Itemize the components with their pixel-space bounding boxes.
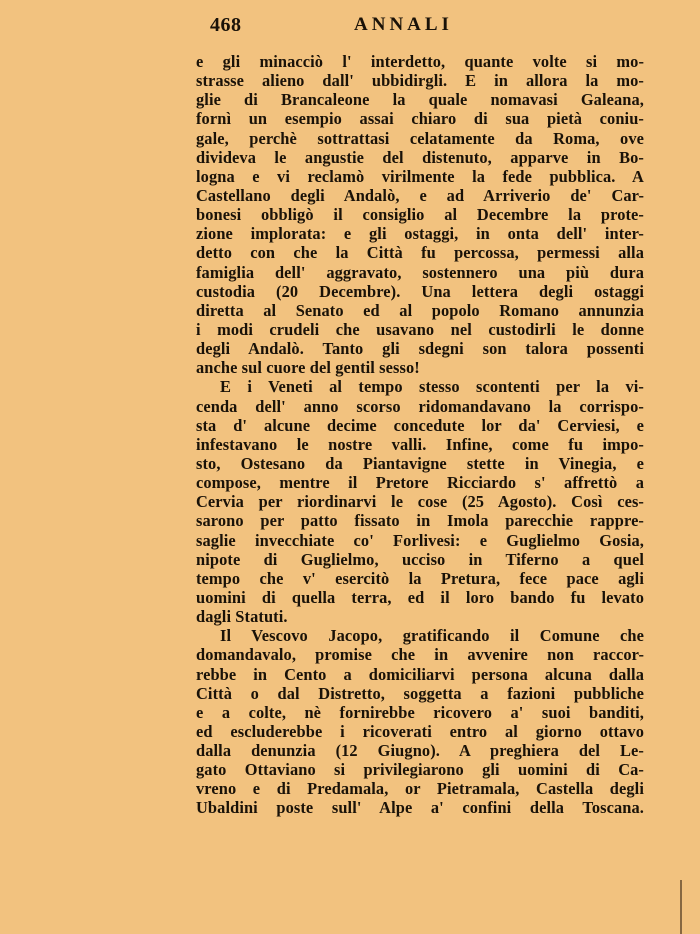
text-line: ed escluderebbe i ricoverati entro al giorno ottavo xyxy=(196,721,644,741)
text-line: divideva le angustie del distenuto, apparve in Bo- xyxy=(196,147,644,167)
text-line: Ubaldini poste sull' Alpe a' confini della Toscana. xyxy=(196,798,644,818)
text-line: bonesi obbligò il consiglio al Decembre la prote- xyxy=(196,205,644,225)
text-line: famiglia dell' aggravato, sostennero una più dura xyxy=(196,262,644,282)
text-line: domandavalo, promise che in avvenire non raccor- xyxy=(196,645,644,665)
text-line: strasse alieno dall' ubbidirgli. E in allora la mo- xyxy=(196,71,644,91)
text-line: gale, perchè sottrattasi celatamente da Roma, ove xyxy=(196,128,644,148)
text-line: compose, mentre il Pretore Ricciardo s' affrettò a xyxy=(196,473,644,493)
text-line: i modi crudeli che usavano nel custodirli le donne xyxy=(196,319,644,339)
text-line: zione implorata: e gli ostaggi, in onta dell' inter- xyxy=(196,224,644,244)
text-line: uomini di quella terra, ed il loro bando fu levato xyxy=(196,587,644,607)
page-number: 468 xyxy=(210,14,242,36)
text-line: e a colte, nè fornirebbe ricovero a' suoi banditi, xyxy=(196,702,644,722)
text-line: glie di Brancaleone la quale nomavasi Galeana, xyxy=(196,90,644,110)
text-line: infestavano le nostre valli. Infine, come fu impo- xyxy=(196,434,644,454)
text-line: rebbe in Cento a domiciliarvi persona alcuna dalla xyxy=(196,664,644,684)
text-line: sarono per patto fissato in Imola parecchie rappre- xyxy=(196,511,644,531)
text-line: cenda dell' anno scorso ridomandavano la corrispo- xyxy=(196,396,644,416)
running-head: ANNALI xyxy=(354,14,453,35)
text-line: saglie invecchiate co' Forlivesi: e Guglielmo Gosia, xyxy=(196,530,644,550)
text-line: sto, Ostesano da Piantavigne stette in Vinegia, e xyxy=(196,453,644,473)
text-line: detto con che la Città fu percossa, permessi alla xyxy=(196,243,644,263)
text-line: dagli Statuti. xyxy=(196,607,288,627)
text-line: dalla denunzia (12 Giugno). A preghiera del Le- xyxy=(196,741,644,761)
text-line: anche sul cuore del gentil sesso! xyxy=(196,358,420,378)
text-line: Cervia per riordinarvi le cose (25 Agosto). Così ces- xyxy=(196,492,644,512)
text-line: fornì un esempio assai chiaro di sua pietà coniu- xyxy=(196,109,644,129)
text-line: logna e vi reclamò virilmente la fede pubblica. A xyxy=(196,166,644,186)
text-line: degli Andalò. Tanto gli sdegni son talora possenti xyxy=(196,339,644,359)
text-line: gato Ottaviano si privilegiarono gli uomini di Ca- xyxy=(196,760,644,780)
page-header xyxy=(196,14,644,40)
paragraph-start-line: Il Vescovo Jacopo, gratificando il Comune che xyxy=(220,626,644,646)
text-line: Città o dal Distretto, soggetta a fazioni pubbliche xyxy=(196,683,644,703)
text-line: vreno e di Predamala, or Pietramala, Castella degli xyxy=(196,779,644,799)
margin-rule xyxy=(680,880,682,934)
text-line: tempo che v' esercitò la Pretura, fece pace agli xyxy=(196,568,644,588)
text-line: nipote di Guglielmo, ucciso in Tiferno a quel xyxy=(196,549,644,569)
text-line: diretta al Senato ed al popolo Romano annunzia xyxy=(196,300,644,320)
paragraph-start-line: E i Veneti al tempo stesso scontenti per la vi- xyxy=(220,377,644,397)
body-text xyxy=(196,52,644,818)
text-line: e gli minacciò l' interdetto, quante volte si mo- xyxy=(196,52,644,71)
text-line: sta d' alcune decime concedute lor da' Cerviesi, e xyxy=(196,415,644,435)
text-line: custodia (20 Decembre). Una lettera degli ostaggi xyxy=(196,281,644,301)
text-line: Castellano degli Andalò, e ad Arriverio de' Car- xyxy=(196,185,644,205)
